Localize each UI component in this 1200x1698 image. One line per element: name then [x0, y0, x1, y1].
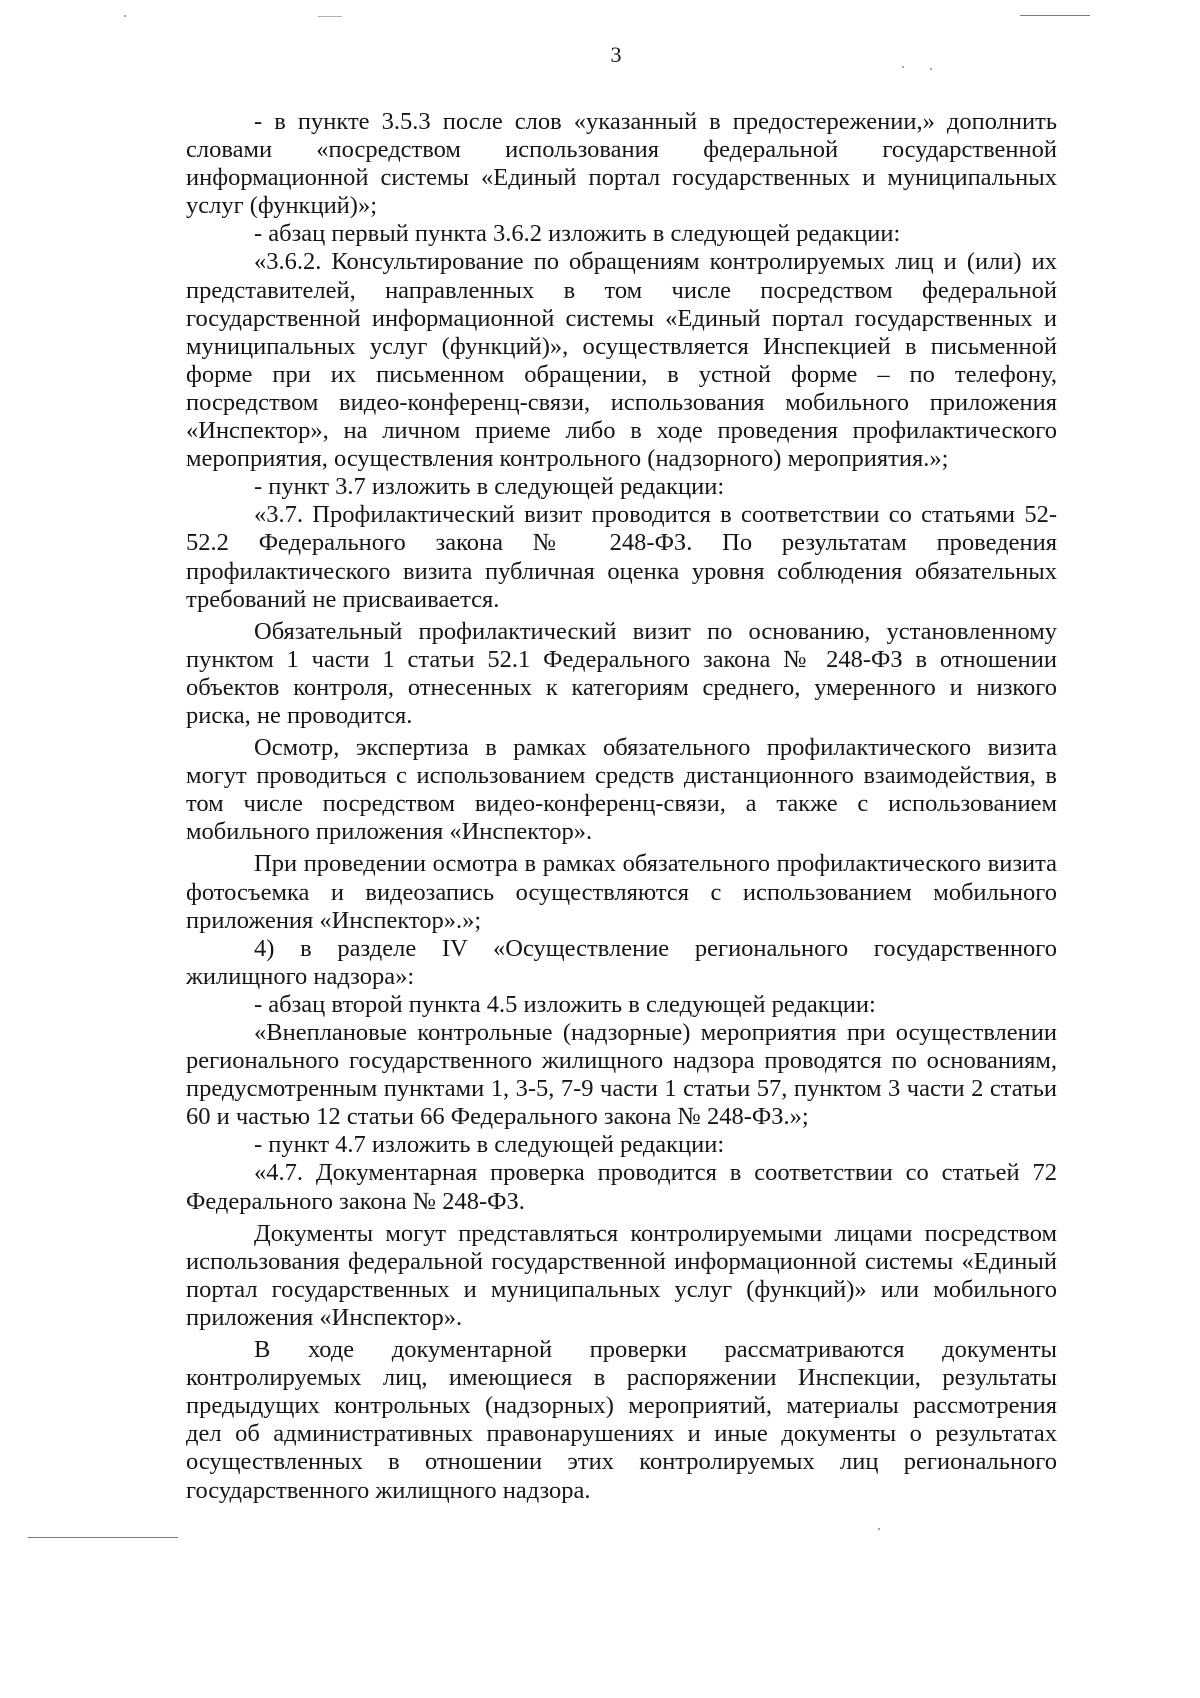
scan-artifact-top-left — [318, 16, 342, 17]
paragraph: «3.7. Профилактический визит проводится в соответствии со статьями 52-52.2 Федерального закона № 248-ФЗ. По результатам проведения профилактического визита публичная оценка уровня соблюдения обязательных требований не присваивается. — [186, 501, 1057, 613]
paragraph: - пункт 3.7 изложить в следующей редакции: — [254, 473, 725, 501]
document-body — [186, 108, 1057, 1505]
page-number: 3 — [610, 42, 622, 67]
scan-dot — [878, 1528, 880, 1530]
scan-dot — [930, 68, 932, 70]
paragraph: В ходе документарной проверки рассматриваются документы контролируемых лиц, имеющиеся в распоряжении Инспекции, результаты предыдущих контрольных (надзорных) мероприятий, материалы рассмотрения дел об административных правонарушениях и иные документы о результатах осуществленных в отношении этих контролируемых лиц регионального государственного жилищного надзора. — [186, 1336, 1057, 1504]
paragraph: Обязательный профилактический визит по основанию, установленному пунктом 1 части 1 статьи 52.1 Федерального закона № 248-ФЗ в отношении объектов контроля, отнесенных к категориям среднего, умеренного и низкого риска, не проводится. — [186, 617, 1057, 729]
paragraph: При проведении осмотра в рамках обязательного профилактического визита фотосъемка и видеозапись осуществляются с использованием мобильного приложения «Инспектор».»; — [186, 850, 1057, 934]
paragraph: - в пункте 3.5.3 после слов «указанный в предостережении,» дополнить словами «посредством использования федеральной государственной информационной системы «Единый портал государственных и муниципальных услуг (функций)»; — [186, 108, 1057, 220]
scan-artifact-top-right — [1020, 15, 1090, 16]
paragraph: Документы могут представляться контролируемыми лицами посредством использования федеральной государственной информационной системы «Единый портал государственных и муниципальных услуг (функций)» или мобильного приложения «Инспектор». — [186, 1219, 1057, 1331]
paragraph: Осмотр, экспертиза в рамках обязательного профилактического визита могут проводиться с использованием средств дистанционного взаимодействия, в том числе посредством видео-конференц-связи, а также с использованием мобильного приложения «Инспектор». — [186, 734, 1057, 846]
paragraph: «Внеплановые контрольные (надзорные) мероприятия при осуществлении регионального государственного жилищного надзора проводятся по основаниям, предусмотренным пунктами 1, 3-5, 7-9 части 1 статьи 57, пунктом 3 части 2 статьи 60 и частью 12 статьи 66 Федерального закона № 248-ФЗ.»; — [186, 1019, 1057, 1131]
paragraph: «3.6.2. Консультирование по обращениям контролируемых лиц и (или) их представителей, направленных в том числе посредством федеральной государственной информационной системы «Единый портал государственных и муниципальных услуг (функций)», осуществляется Инспекцией в письменной форме при их письменном обращении, в устной форме – по телефону, посредством видео-конференц-связи, использования мобильного приложения «Инспектор», на личном приеме либо в ходе проведения профилактического мероприятия, осуществления контрольного (надзорного) мероприятия.»; — [186, 248, 1057, 473]
scan-dot — [124, 15, 126, 17]
scan-artifact-bottom-left — [28, 1537, 178, 1538]
paragraph: «4.7. Документарная проверка проводится в соответствии со статьей 72 Федерального закона № 248-ФЗ. — [186, 1159, 1057, 1215]
paragraph: - абзац второй пункта 4.5 изложить в следующей редакции: — [254, 990, 876, 1018]
paragraph: - абзац первый пункта 3.6.2 изложить в следующей редакции: — [254, 220, 901, 248]
paragraph: - пункт 4.7 изложить в следующей редакции: — [254, 1131, 725, 1159]
paragraph: 4) в разделе IV «Осуществление регионального государственного жилищного надзора»: — [186, 934, 1057, 990]
